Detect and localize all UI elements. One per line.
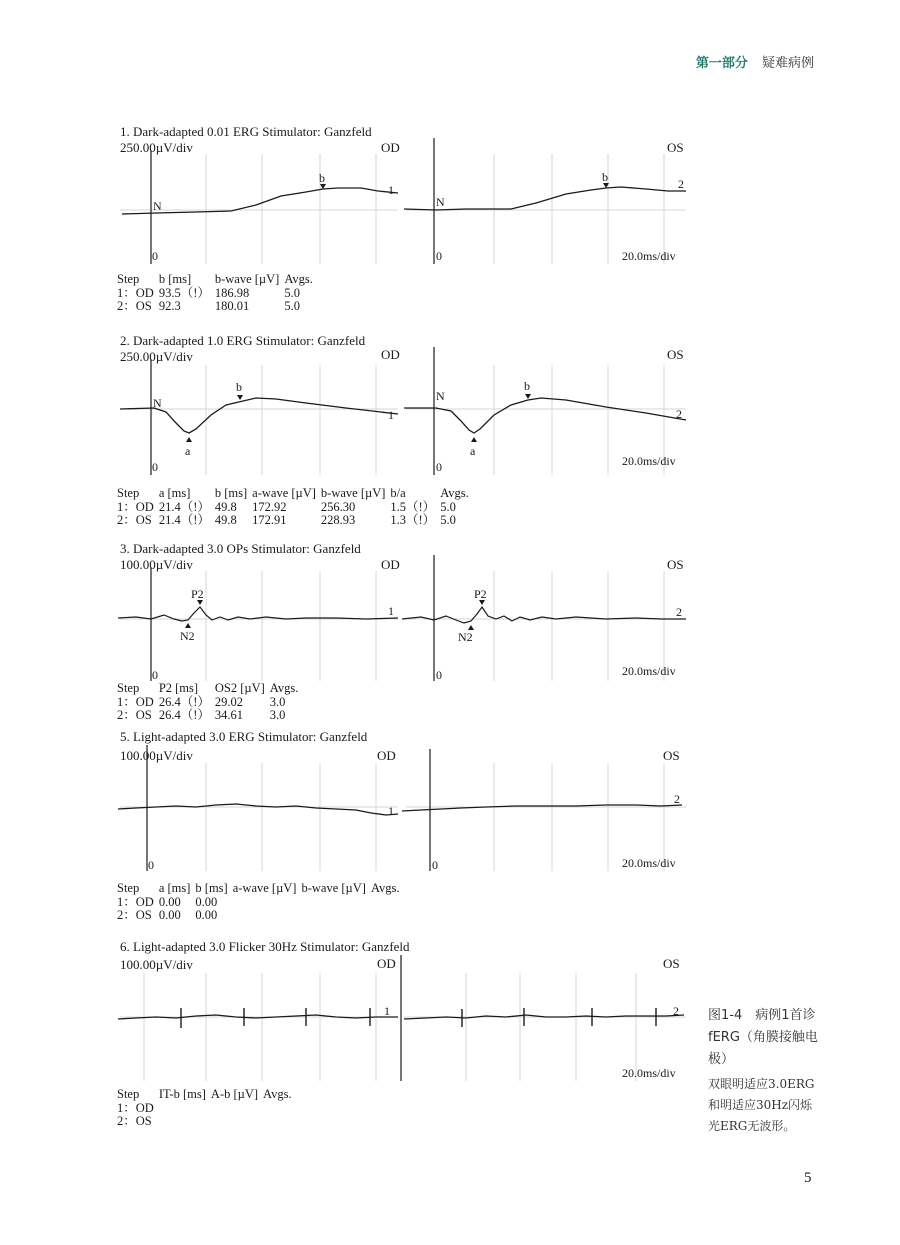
section-title: 5. Light-adapted 3.0 ERG Stimulator: Ganzfeld <box>120 729 368 744</box>
waveform-plot <box>116 745 688 873</box>
waveform-svg <box>116 136 688 266</box>
od-n2-label: N2 <box>180 629 195 643</box>
od-n-label: N <box>153 396 162 410</box>
amplitude-scale: 100.00µV/div <box>120 957 193 972</box>
table-cell: 2：OS <box>117 1114 152 1128</box>
os-label: OS <box>667 140 684 155</box>
table-row <box>117 287 318 301</box>
table-row <box>117 709 303 723</box>
table-cell <box>263 1115 297 1129</box>
table-row <box>117 1102 297 1116</box>
os-b-label: b <box>524 379 530 393</box>
table-header-row <box>117 273 318 287</box>
table-header: OS2 [µV] <box>214 681 265 695</box>
table-header: a-wave [µV] <box>252 486 316 500</box>
table-row <box>117 909 405 923</box>
table-header: A-b [µV] <box>210 1087 259 1101</box>
waveform-svg <box>116 553 688 683</box>
results-table <box>117 682 303 723</box>
table-header: Avgs. <box>370 881 400 895</box>
page-number: 5 <box>804 1170 812 1186</box>
table-cell: 228.93 <box>320 513 356 527</box>
table-cell <box>211 1102 263 1116</box>
table-cell <box>233 896 302 910</box>
table-row <box>117 1115 297 1129</box>
os-zero: 0 <box>432 858 438 872</box>
table-cell: 256.30 <box>320 499 356 514</box>
time-scale: 20.0ms/div <box>622 856 676 870</box>
table-cell: 1：OD <box>117 1100 154 1115</box>
table-cell: 1：OD <box>117 285 154 300</box>
os-trace <box>404 398 686 433</box>
table-cell: 180.01 <box>214 299 250 313</box>
table-cell <box>371 909 405 923</box>
od-zero: 0 <box>152 249 158 263</box>
os-b-label: b <box>602 170 608 184</box>
figure-caption <box>708 1005 820 1137</box>
table-cell: 21.4（!） <box>158 513 210 527</box>
table-cell: 186.98 <box>214 285 250 300</box>
os-a-marker <box>471 437 477 442</box>
table-cell: 0.00 <box>195 908 218 922</box>
table-header: a [ms] <box>158 881 191 895</box>
table-cell: 34.61 <box>214 708 243 722</box>
od-b-label: b <box>236 380 242 394</box>
table-row <box>117 501 474 515</box>
table-header: b [ms] <box>158 272 192 286</box>
running-header <box>696 52 814 71</box>
table-header: Step <box>117 881 140 895</box>
section-title: 3. Dark-adapted 3.0 OPs Stimulator: Ganzfeld <box>120 541 361 556</box>
os-trace-number: 2 <box>676 605 682 619</box>
table-header: Avgs. <box>284 272 313 286</box>
os-label: OS <box>663 956 680 971</box>
od-n-label: N <box>153 199 162 213</box>
table-cell: 29.02 <box>214 694 243 709</box>
table-header-row <box>117 682 303 696</box>
table-header: Step <box>117 1087 140 1101</box>
results-table <box>117 273 318 314</box>
os-b-marker <box>525 394 531 399</box>
os-zero: 0 <box>436 249 442 263</box>
od-tick-markers <box>181 1008 370 1028</box>
os-label: OS <box>663 748 680 763</box>
table-cell: 49.8 <box>214 513 237 527</box>
table-cell <box>301 909 370 923</box>
table-cell: 1：OD <box>117 499 154 514</box>
amplitude-scale: 250.00µV/div <box>120 349 193 364</box>
table-cell: 3.0 <box>269 708 286 722</box>
table-cell: 92.3 <box>158 299 181 313</box>
amplitude-scale: 100.00µV/div <box>120 748 193 763</box>
waveform-plot <box>116 953 688 1083</box>
table-header: b [ms] <box>195 881 228 895</box>
table-cell: 5.0 <box>284 285 300 300</box>
table-header: b-wave [µV] <box>301 881 366 895</box>
results-table <box>117 487 474 528</box>
od-zero: 0 <box>148 858 154 872</box>
table-header: b-wave [µV] <box>214 272 280 286</box>
grid <box>120 973 686 1081</box>
table-cell: 2：OS <box>117 513 152 527</box>
table-cell: 5.0 <box>440 513 456 527</box>
os-trace <box>404 187 686 210</box>
table-cell <box>211 1115 263 1129</box>
table-header: Step <box>117 272 140 286</box>
table-cell: 5.0 <box>284 299 300 313</box>
table-cell: 0.00 <box>195 894 218 909</box>
table-cell: 21.4（!） <box>158 499 210 514</box>
caption-title: 图1-4 病例1首诊fERG（角膜接触电极） <box>708 1008 818 1067</box>
table-cell: 2：OS <box>117 708 152 722</box>
od-a-marker <box>186 437 192 442</box>
table-cell: 2：OS <box>117 299 152 313</box>
table-header: Step <box>117 486 140 500</box>
table-cell: 1：OD <box>117 694 154 709</box>
table-cell: 93.5（!） <box>158 285 210 300</box>
os-trace-number: 2 <box>678 177 684 191</box>
table-cell: 172.91 <box>252 513 287 527</box>
od-b-marker <box>237 395 243 400</box>
table-cell <box>263 1102 297 1116</box>
table-cell <box>233 909 302 923</box>
od-trace-number: 1 <box>388 604 394 618</box>
os-trace-number: 2 <box>673 1004 679 1018</box>
caption-body: 双眼明适应3.0ERG和明适应30Hz闪烁光ERG无波形。 <box>708 1077 815 1133</box>
waveform-plot <box>116 136 688 266</box>
waveform-plot <box>116 345 688 477</box>
od-label: OD <box>381 557 400 572</box>
table-header: b-wave [µV] <box>320 486 386 500</box>
table-row <box>117 514 474 528</box>
grid <box>120 763 686 871</box>
table-cell <box>159 1115 211 1129</box>
table-cell: 5.0 <box>440 499 456 514</box>
od-zero: 0 <box>152 460 158 474</box>
od-trace-number: 1 <box>388 804 394 818</box>
od-label: OD <box>381 347 400 362</box>
table-header: IT-b [ms] <box>158 1087 206 1101</box>
os-trace-number: 2 <box>674 792 680 806</box>
os-trace-number: 2 <box>676 407 682 421</box>
os-zero: 0 <box>436 460 442 474</box>
header-section: 第一部分 <box>695 56 748 71</box>
os-label: OS <box>667 347 684 362</box>
table-header: P2 [ms] <box>158 681 199 695</box>
time-scale: 20.0ms/div <box>622 1066 676 1080</box>
table-header-row <box>117 882 405 896</box>
amplitude-scale: 100.00µV/div <box>120 557 193 572</box>
od-trace-number: 1 <box>384 1004 390 1018</box>
time-scale: 20.0ms/div <box>622 454 676 468</box>
results-table <box>117 882 405 923</box>
od-trace <box>118 804 398 815</box>
table-header: a [ms] <box>158 486 191 500</box>
waveform-svg <box>116 345 688 477</box>
od-label: OD <box>377 956 396 971</box>
table-cell: 1.3（!） <box>390 513 436 527</box>
table-cell <box>301 896 370 910</box>
os-n2-label: N2 <box>458 630 473 644</box>
table-header: a-wave [µV] <box>232 881 297 895</box>
table-cell <box>159 1102 211 1116</box>
table-header: b [ms] <box>214 486 248 500</box>
od-trace-number: 1 <box>388 408 394 422</box>
table-cell: 26.4（!） <box>158 708 210 722</box>
erg-section-1 <box>0 124 900 314</box>
os-p2-label: P2 <box>474 587 487 601</box>
table-cell: 1：OD <box>117 894 154 909</box>
os-trace <box>402 805 682 811</box>
table-cell: 172.92 <box>252 499 287 514</box>
table-cell: 2：OS <box>117 908 152 922</box>
table-header: Step <box>117 681 140 695</box>
od-label: OD <box>377 748 396 763</box>
os-n-label: N <box>436 195 445 209</box>
table-cell: 26.4（!） <box>158 694 210 709</box>
results-table <box>117 1088 297 1129</box>
section-title: 1. Dark-adapted 0.01 ERG Stimulator: Ganzfeld <box>120 124 372 139</box>
section-title: 6. Light-adapted 3.0 Flicker 30Hz Stimulator: Ganzfeld <box>120 939 410 954</box>
waveform-plot <box>116 553 688 683</box>
od-b-label: b <box>319 171 325 185</box>
os-trace <box>402 607 686 623</box>
table-header: Avgs. <box>440 486 469 500</box>
waveform-svg <box>116 953 688 1083</box>
table-row <box>117 896 405 910</box>
od-a-label: a <box>185 444 191 458</box>
grid <box>120 571 686 681</box>
time-scale: 20.0ms/div <box>622 249 676 263</box>
erg-section-3 <box>0 541 900 726</box>
table-header-row <box>117 487 474 501</box>
od-trace <box>120 398 398 433</box>
table-cell: 0.00 <box>158 908 181 922</box>
table-cell: 3.0 <box>269 694 286 709</box>
od-trace-number: 1 <box>388 183 394 197</box>
time-scale: 20.0ms/div <box>622 664 676 678</box>
header-title: 疑难病例 <box>761 56 814 71</box>
os-label: OS <box>667 557 684 572</box>
erg-section-2 <box>0 333 900 533</box>
table-row <box>117 696 303 710</box>
waveform-svg <box>116 745 688 873</box>
table-header: Avgs. <box>269 681 299 695</box>
od-label: OD <box>381 140 400 155</box>
od-zero: 0 <box>152 668 158 682</box>
os-a-label: a <box>470 444 476 458</box>
table-row <box>117 300 318 314</box>
table-header-row <box>117 1088 297 1102</box>
table-header: Avgs. <box>263 1087 292 1101</box>
os-n-label: N <box>436 389 445 403</box>
table-header: b/a <box>390 486 406 500</box>
table-cell: 0.00 <box>158 894 181 909</box>
od-p2-label: P2 <box>191 587 204 601</box>
table-cell <box>371 896 405 910</box>
amplitude-scale: 250.00µV/div <box>120 140 193 155</box>
erg-section-5 <box>0 729 900 929</box>
od-n2-marker <box>185 623 191 628</box>
table-cell: 49.8 <box>214 499 237 514</box>
table-cell: 1.5（!） <box>390 499 436 514</box>
section-title: 2. Dark-adapted 1.0 ERG Stimulator: Ganzfeld <box>120 333 366 348</box>
os-zero: 0 <box>436 668 442 682</box>
